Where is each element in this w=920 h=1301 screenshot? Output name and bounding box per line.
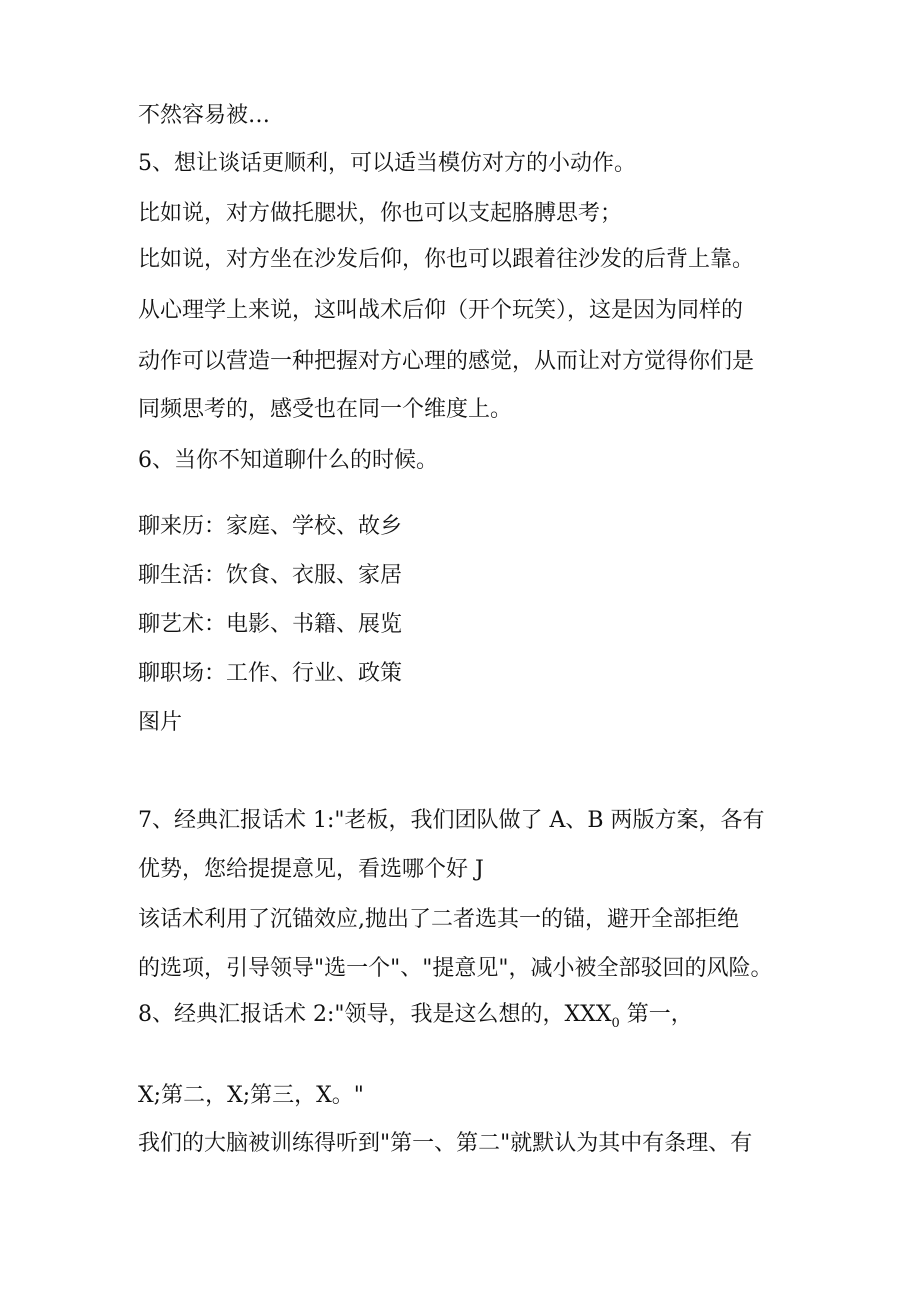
- text-line: 聊来历：家庭、学校、故乡: [138, 514, 403, 539]
- text-line: 我们的大脑被训练得听到"第一、第二"就默认为其中有条理、有: [138, 1131, 753, 1156]
- text-segment: 第一，: [619, 1002, 693, 1027]
- text-line: 比如说，对方坐在沙发后仰，你也可以跟着往沙发的后背上靠。: [138, 247, 755, 272]
- text-line: 同频思考的，感受也在同一个维度上。: [138, 397, 513, 422]
- text-line: 聊职场：工作、行业、政策: [138, 661, 403, 686]
- text-line: 动作可以营造一种把握对方心理的感觉，从而让对方觉得你们是: [138, 349, 755, 374]
- text-line: 该话术利用了沉锚效应,抛出了二者选其一的锚，避开全部拒绝: [138, 907, 739, 932]
- text-segment: 8、经典汇报话术 2:"领导，我是这么想的，XXX: [138, 1002, 612, 1027]
- text-line: [138, 1000, 693, 1039]
- text-line: 比如说，对方做托腮状，你也可以支起胳膊思考；: [138, 201, 623, 226]
- text-line: 5、想让谈话更顺利，可以适当模仿对方的小动作。: [138, 151, 636, 176]
- subscript-digit: 0: [611, 1016, 620, 1031]
- text-line: 优势，您给提提意见，看选哪个好 J: [138, 857, 484, 882]
- text-line: X;第二，X;第三，X。": [138, 1083, 364, 1108]
- text-line: 聊生活：饮食、衣服、家居: [138, 563, 403, 588]
- text-line: 不然容易被…: [138, 103, 271, 128]
- text-line: 的选项，引导领导"选一个"、"提意见"，减小被全部驳回的风险。: [138, 956, 773, 981]
- text-line: 7、经典汇报话术 1:"老板，我们团队做了 A、B 两版方案，各有: [138, 808, 765, 833]
- text-line: 从心理学上来说，这叫战术后仰（开个玩笑），这是因为同样的: [138, 298, 744, 323]
- text-line: 图片: [138, 710, 183, 735]
- text-line: 6、当你不知道聊什么的时候。: [138, 448, 438, 473]
- text-line: 聊艺术：电影、书籍、展览: [138, 612, 403, 637]
